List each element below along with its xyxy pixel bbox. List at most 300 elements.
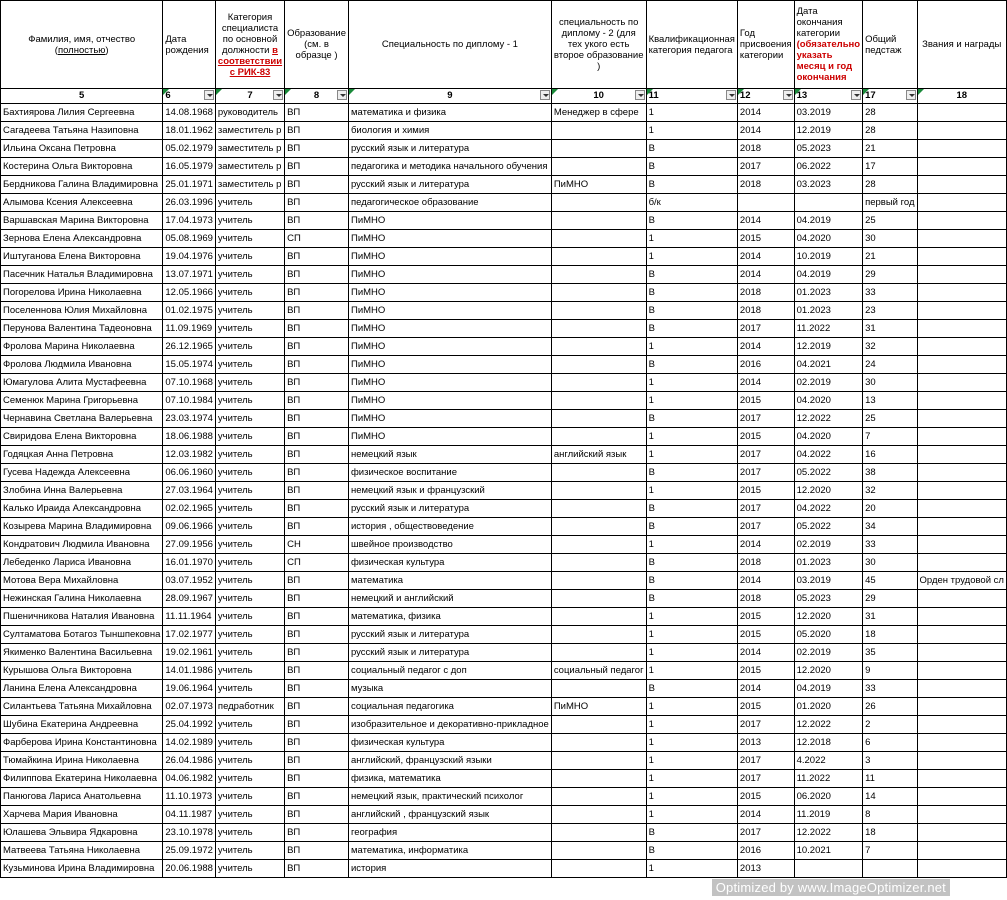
cell-year[interactable]: 2017 [737,500,794,518]
col-num-cell[interactable]: 11 [646,89,737,104]
cell-qualification[interactable]: 1 [646,392,737,410]
cell-end-date[interactable]: 05.2023 [794,590,863,608]
cell-fio[interactable]: Якименко Валентина Васильевна [1,644,163,662]
cell-fio[interactable]: Погорелова Ирина Николаевна [1,284,163,302]
cell-education[interactable]: ВП [285,698,349,716]
cell-end-date[interactable]: 06.2020 [794,788,863,806]
cell-end-date[interactable] [794,194,863,212]
cell-spec2[interactable] [551,374,646,392]
cell-spec1[interactable]: история , обществоведение [348,518,551,536]
cell-birth[interactable]: 11.09.1969 [163,320,216,338]
cell-category[interactable]: учитель [215,824,284,842]
cell-year[interactable]: 2014 [737,266,794,284]
cell-year[interactable]: 2017 [737,446,794,464]
filter-dropdown-icon[interactable] [726,90,736,100]
cell-education[interactable]: ВП [285,392,349,410]
cell-fio[interactable]: Нежинская Галина Николаевна [1,590,163,608]
cell-birth[interactable]: 05.02.1979 [163,140,216,158]
cell-education[interactable]: ВП [285,428,349,446]
cell-qualification[interactable]: В [646,680,737,698]
cell-experience[interactable]: 6 [863,734,917,752]
cell-year[interactable]: 2014 [737,680,794,698]
cell-experience[interactable]: 33 [863,680,917,698]
cell-end-date[interactable]: 11.2022 [794,770,863,788]
cell-experience[interactable]: 28 [863,122,917,140]
cell-qualification[interactable]: 1 [646,482,737,500]
cell-year[interactable]: 2017 [737,824,794,842]
cell-category[interactable]: учитель [215,230,284,248]
cell-spec2[interactable] [551,806,646,824]
cell-year[interactable]: 2015 [737,626,794,644]
cell-end-date[interactable]: 05.2020 [794,626,863,644]
cell-education[interactable]: ВП [285,680,349,698]
cell-birth[interactable]: 20.06.1988 [163,860,216,878]
cell-category[interactable]: учитель [215,356,284,374]
cell-spec2[interactable] [551,338,646,356]
cell-year[interactable]: 2014 [737,572,794,590]
cell-awards[interactable] [917,626,1006,644]
cell-spec1[interactable]: ПиМНО [348,410,551,428]
cell-birth[interactable]: 02.02.1965 [163,500,216,518]
cell-spec2[interactable]: английский язык [551,446,646,464]
cell-category[interactable]: учитель [215,464,284,482]
cell-birth[interactable]: 26.04.1986 [163,752,216,770]
cell-end-date[interactable]: 12.2018 [794,734,863,752]
cell-spec1[interactable]: немецкий язык, практический психолог [348,788,551,806]
cell-qualification[interactable]: В [646,356,737,374]
cell-year[interactable]: 2014 [737,806,794,824]
cell-year[interactable]: 2018 [737,554,794,572]
cell-awards[interactable] [917,122,1006,140]
cell-spec2[interactable] [551,356,646,374]
cell-birth[interactable]: 02.07.1973 [163,698,216,716]
cell-education[interactable]: ВП [285,824,349,842]
cell-category[interactable]: учитель [215,392,284,410]
cell-experience[interactable]: 24 [863,356,917,374]
cell-year[interactable]: 2015 [737,698,794,716]
cell-experience[interactable]: 34 [863,518,917,536]
cell-fio[interactable]: Иштуганова Елена Викторовна [1,248,163,266]
cell-spec2[interactable] [551,482,646,500]
cell-spec1[interactable]: ПиМНО [348,392,551,410]
cell-spec1[interactable]: ПиМНО [348,266,551,284]
cell-spec2[interactable] [551,752,646,770]
cell-birth[interactable]: 17.02.1977 [163,626,216,644]
header-spec1[interactable]: Специальность по диплому - 1 [348,1,551,89]
cell-spec2[interactable] [551,626,646,644]
cell-category[interactable]: учитель [215,842,284,860]
cell-qualification[interactable]: 1 [646,806,737,824]
cell-spec2[interactable] [551,842,646,860]
cell-spec2[interactable] [551,518,646,536]
cell-category[interactable]: учитель [215,752,284,770]
cell-spec2[interactable] [551,320,646,338]
cell-experience[interactable] [863,860,917,878]
cell-qualification[interactable]: 1 [646,122,737,140]
cell-year[interactable]: 2017 [737,410,794,428]
cell-fio[interactable]: Султаматова Ботагоз Тыншпековна [1,626,163,644]
cell-spec1[interactable]: ПиМНО [348,320,551,338]
cell-fio[interactable]: Зернова Елена Александровна [1,230,163,248]
filter-dropdown-icon[interactable] [540,90,550,100]
cell-birth[interactable]: 19.06.1964 [163,680,216,698]
cell-birth[interactable]: 14.02.1989 [163,734,216,752]
cell-spec1[interactable]: история [348,860,551,878]
cell-spec2[interactable] [551,302,646,320]
cell-category[interactable]: учитель [215,410,284,428]
cell-fio[interactable]: Калько Ираида Александровна [1,500,163,518]
cell-spec2[interactable] [551,788,646,806]
cell-fio[interactable]: Филиппова Екатерина Николаевна [1,770,163,788]
cell-category[interactable]: руководитель [215,104,284,122]
cell-experience[interactable]: 26 [863,698,917,716]
cell-spec1[interactable]: русский язык и литература [348,140,551,158]
cell-category[interactable]: учитель [215,302,284,320]
cell-spec1[interactable]: география [348,824,551,842]
cell-spec1[interactable]: швейное производство [348,536,551,554]
cell-birth[interactable]: 18.01.1962 [163,122,216,140]
cell-spec2[interactable] [551,410,646,428]
cell-experience[interactable]: 7 [863,842,917,860]
cell-year[interactable]: 2015 [737,608,794,626]
cell-awards[interactable] [917,410,1006,428]
cell-experience[interactable]: 7 [863,428,917,446]
cell-category[interactable]: учитель [215,248,284,266]
filter-dropdown-icon[interactable] [635,90,645,100]
cell-experience[interactable]: 29 [863,266,917,284]
col-num-cell[interactable]: 18 [917,89,1006,104]
cell-education[interactable]: ВП [285,644,349,662]
cell-experience[interactable]: 21 [863,248,917,266]
cell-awards[interactable] [917,374,1006,392]
cell-education[interactable]: ВП [285,608,349,626]
cell-spec2[interactable] [551,194,646,212]
cell-birth[interactable]: 23.03.1974 [163,410,216,428]
cell-spec1[interactable]: социальный педагог с доп [348,662,551,680]
cell-year[interactable]: 2013 [737,734,794,752]
cell-fio[interactable]: Бердникова Галина Владимировна [1,176,163,194]
cell-experience[interactable]: 45 [863,572,917,590]
cell-spec1[interactable]: ПиМНО [348,428,551,446]
cell-year[interactable]: 2015 [737,428,794,446]
filter-dropdown-icon[interactable] [273,90,283,100]
cell-spec1[interactable]: немецкий язык и французский [348,482,551,500]
cell-experience[interactable]: 13 [863,392,917,410]
cell-end-date[interactable]: 04.2020 [794,230,863,248]
cell-fio[interactable]: Сагадеева Татьяна Назиповна [1,122,163,140]
cell-fio[interactable]: Варшавская Марина Викторовна [1,212,163,230]
cell-education[interactable]: ВП [285,212,349,230]
cell-year[interactable]: 2013 [737,860,794,878]
cell-qualification[interactable]: В [646,518,737,536]
cell-category[interactable]: педработник [215,698,284,716]
cell-birth[interactable]: 19.02.1961 [163,644,216,662]
cell-experience[interactable]: 28 [863,104,917,122]
cell-category[interactable]: учитель [215,428,284,446]
cell-education[interactable]: ВП [285,788,349,806]
cell-experience[interactable]: 11 [863,770,917,788]
cell-spec1[interactable]: ПиМНО [348,230,551,248]
cell-qualification[interactable]: 1 [646,662,737,680]
cell-birth[interactable]: 27.03.1964 [163,482,216,500]
cell-fio[interactable]: Бахтиярова Лилия Сергеевна [1,104,163,122]
cell-spec1[interactable]: ПиМНО [348,338,551,356]
cell-birth[interactable]: 17.04.1973 [163,212,216,230]
cell-spec1[interactable]: математика, физика [348,608,551,626]
col-num-cell[interactable]: 5 [1,89,163,104]
cell-spec1[interactable]: физическое воспитание [348,464,551,482]
cell-education[interactable]: ВП [285,806,349,824]
cell-qualification[interactable]: 1 [646,446,737,464]
cell-fio[interactable]: Костерина Ольга Викторовна [1,158,163,176]
cell-category[interactable]: учитель [215,716,284,734]
cell-spec2[interactable] [551,122,646,140]
header-experience[interactable]: Общий педстаж [863,1,917,89]
cell-year[interactable]: 2017 [737,320,794,338]
cell-birth[interactable]: 14.01.1986 [163,662,216,680]
cell-category[interactable]: учитель [215,266,284,284]
cell-category[interactable]: учитель [215,212,284,230]
cell-awards[interactable] [917,248,1006,266]
header-end-date[interactable]: Дата окончания категории (обязательно указать месяц и год окончания [794,1,863,89]
cell-experience[interactable]: 14 [863,788,917,806]
cell-experience[interactable]: 21 [863,140,917,158]
cell-awards[interactable] [917,428,1006,446]
cell-education[interactable]: ВП [285,302,349,320]
cell-end-date[interactable]: 04.2020 [794,392,863,410]
cell-qualification[interactable]: В [646,158,737,176]
cell-awards[interactable] [917,680,1006,698]
cell-qualification[interactable]: В [646,842,737,860]
cell-birth[interactable]: 16.05.1979 [163,158,216,176]
cell-education[interactable]: ВП [285,500,349,518]
cell-qualification[interactable]: 1 [646,860,737,878]
cell-year[interactable]: 2014 [737,536,794,554]
cell-experience[interactable]: 32 [863,338,917,356]
cell-spec1[interactable]: русский язык и литература [348,176,551,194]
cell-spec2[interactable] [551,158,646,176]
cell-qualification[interactable]: 1 [646,104,737,122]
cell-category[interactable]: учитель [215,626,284,644]
cell-birth[interactable]: 03.07.1952 [163,572,216,590]
cell-qualification[interactable]: 1 [646,248,737,266]
cell-end-date[interactable]: 12.2022 [794,716,863,734]
cell-end-date[interactable]: 10.2019 [794,248,863,266]
cell-awards[interactable] [917,356,1006,374]
cell-fio[interactable]: Годяцкая Анна Петровна [1,446,163,464]
cell-category[interactable]: учитель [215,572,284,590]
header-qualification[interactable]: Квалификационная категория педагога [646,1,737,89]
cell-awards[interactable] [917,104,1006,122]
cell-birth[interactable]: 04.06.1982 [163,770,216,788]
cell-awards[interactable] [917,842,1006,860]
cell-awards[interactable] [917,860,1006,878]
cell-end-date[interactable]: 06.2022 [794,158,863,176]
cell-awards[interactable] [917,716,1006,734]
cell-category[interactable]: учитель [215,338,284,356]
cell-education[interactable]: ВП [285,176,349,194]
cell-experience[interactable]: 16 [863,446,917,464]
cell-education[interactable]: ВП [285,752,349,770]
cell-end-date[interactable]: 01.2023 [794,302,863,320]
cell-qualification[interactable]: б/к [646,194,737,212]
cell-category[interactable]: учитель [215,536,284,554]
cell-birth[interactable]: 27.09.1956 [163,536,216,554]
header-fio[interactable]: Фамилия, имя, отчество (полностью) [1,1,163,89]
header-spec2[interactable]: специальность по диплому - 2 (для тех укого есть второе образование ) [551,1,646,89]
cell-fio[interactable]: Силантьева Татьяна Михайловна [1,698,163,716]
cell-year[interactable]: 2017 [737,518,794,536]
cell-education[interactable]: ВП [285,158,349,176]
cell-category[interactable]: заместитель р [215,140,284,158]
cell-spec2[interactable] [551,284,646,302]
cell-fio[interactable]: Юлашева Эльвира Ядкаровна [1,824,163,842]
cell-year[interactable]: 2014 [737,338,794,356]
cell-experience[interactable]: 38 [863,464,917,482]
cell-end-date[interactable] [794,860,863,878]
cell-spec2[interactable]: ПиМНО [551,176,646,194]
cell-education[interactable]: ВП [285,482,349,500]
cell-experience[interactable]: 18 [863,626,917,644]
cell-end-date[interactable]: 04.2020 [794,428,863,446]
cell-spec2[interactable] [551,212,646,230]
col-num-cell[interactable]: 12 [737,89,794,104]
cell-end-date[interactable]: 04.2019 [794,212,863,230]
cell-category[interactable]: учитель [215,680,284,698]
cell-fio[interactable]: Фролова Людмила Ивановна [1,356,163,374]
cell-spec1[interactable]: русский язык и литература [348,644,551,662]
cell-year[interactable]: 2016 [737,842,794,860]
cell-experience[interactable]: 3 [863,752,917,770]
cell-category[interactable]: заместитель р [215,176,284,194]
cell-end-date[interactable]: 03.2023 [794,176,863,194]
cell-qualification[interactable]: 1 [646,374,737,392]
cell-birth[interactable]: 25.09.1972 [163,842,216,860]
cell-year[interactable] [737,194,794,212]
cell-end-date[interactable]: 12.2020 [794,662,863,680]
cell-category[interactable]: учитель [215,374,284,392]
cell-category[interactable]: учитель [215,662,284,680]
filter-dropdown-icon[interactable] [851,90,861,100]
cell-birth[interactable]: 25.01.1971 [163,176,216,194]
cell-fio[interactable]: Алымова Ксения Алексеевна [1,194,163,212]
cell-fio[interactable]: Злобина Инна Валерьевна [1,482,163,500]
cell-fio[interactable]: Чернавина Светлана Валерьевна [1,410,163,428]
cell-spec2[interactable]: Менеджер в сфере [551,104,646,122]
cell-education[interactable]: ВП [285,410,349,428]
cell-qualification[interactable]: В [646,140,737,158]
cell-experience[interactable]: 18 [863,824,917,842]
cell-fio[interactable]: Поселеннова Юлия Михайловна [1,302,163,320]
filter-dropdown-icon[interactable] [337,90,347,100]
cell-spec2[interactable]: социальный педагог [551,662,646,680]
cell-spec1[interactable]: биология и химия [348,122,551,140]
cell-spec2[interactable] [551,716,646,734]
cell-birth[interactable]: 13.07.1971 [163,266,216,284]
cell-spec1[interactable]: физическая культура [348,734,551,752]
cell-fio[interactable]: Семенюк Марина Григорьевна [1,392,163,410]
cell-spec2[interactable] [551,500,646,518]
cell-qualification[interactable]: 1 [646,734,737,752]
cell-year[interactable]: 2015 [737,662,794,680]
cell-spec1[interactable]: изобразительное и декоративно-прикладное [348,716,551,734]
cell-spec1[interactable]: русский язык и литература [348,500,551,518]
cell-category[interactable]: учитель [215,284,284,302]
cell-category[interactable]: учитель [215,860,284,878]
cell-qualification[interactable]: В [646,176,737,194]
cell-fio[interactable]: Шубина Екатерина Андреевна [1,716,163,734]
cell-awards[interactable] [917,446,1006,464]
cell-spec1[interactable]: математика [348,572,551,590]
cell-experience[interactable]: 2 [863,716,917,734]
filter-dropdown-icon[interactable] [204,90,214,100]
cell-fio[interactable]: Пшеничникова Наталия Ивановна [1,608,163,626]
cell-spec2[interactable] [551,392,646,410]
cell-spec1[interactable]: ПиМНО [348,284,551,302]
cell-birth[interactable]: 12.05.1966 [163,284,216,302]
cell-qualification[interactable]: В [646,302,737,320]
cell-category[interactable]: учитель [215,482,284,500]
cell-awards[interactable] [917,176,1006,194]
cell-year[interactable]: 2018 [737,302,794,320]
cell-awards[interactable] [917,770,1006,788]
cell-spec2[interactable] [551,860,646,878]
cell-spec1[interactable]: английский, французский языки [348,752,551,770]
cell-qualification[interactable]: В [646,266,737,284]
cell-awards[interactable] [917,500,1006,518]
cell-spec1[interactable]: педагогика и методика начального обучения [348,158,551,176]
cell-spec2[interactable]: ПиМНО [551,698,646,716]
cell-education[interactable]: ВП [285,122,349,140]
cell-experience[interactable]: 32 [863,482,917,500]
cell-awards[interactable]: Орден трудовой сл [917,572,1006,590]
cell-awards[interactable] [917,464,1006,482]
cell-qualification[interactable]: В [646,464,737,482]
cell-category[interactable]: учитель [215,806,284,824]
header-year[interactable]: Год присвоения категории [737,1,794,89]
cell-experience[interactable]: 9 [863,662,917,680]
cell-spec2[interactable] [551,824,646,842]
cell-year[interactable]: 2014 [737,644,794,662]
cell-category[interactable]: учитель [215,518,284,536]
cell-year[interactable]: 2018 [737,176,794,194]
cell-awards[interactable] [917,230,1006,248]
cell-awards[interactable] [917,698,1006,716]
cell-qualification[interactable]: 1 [646,536,737,554]
cell-awards[interactable] [917,806,1006,824]
cell-birth[interactable]: 26.12.1965 [163,338,216,356]
cell-category[interactable]: учитель [215,446,284,464]
cell-qualification[interactable]: 1 [646,698,737,716]
cell-spec1[interactable]: ПиМНО [348,302,551,320]
cell-category[interactable]: учитель [215,590,284,608]
cell-birth[interactable]: 11.10.1973 [163,788,216,806]
cell-birth[interactable]: 16.01.1970 [163,554,216,572]
cell-awards[interactable] [917,212,1006,230]
cell-experience[interactable]: 25 [863,410,917,428]
cell-qualification[interactable]: 1 [646,788,737,806]
cell-fio[interactable]: Юмагулова Алита Мустафеевна [1,374,163,392]
cell-end-date[interactable]: 01.2023 [794,284,863,302]
cell-birth[interactable]: 28.09.1967 [163,590,216,608]
cell-end-date[interactable]: 4.2022 [794,752,863,770]
cell-fio[interactable]: Тюмайкина Ирина Николаевна [1,752,163,770]
cell-qualification[interactable]: В [646,212,737,230]
header-education[interactable]: Образование (см. в образце ) [285,1,349,89]
cell-awards[interactable] [917,590,1006,608]
cell-experience[interactable]: 31 [863,320,917,338]
cell-spec1[interactable]: немецкий и английский [348,590,551,608]
